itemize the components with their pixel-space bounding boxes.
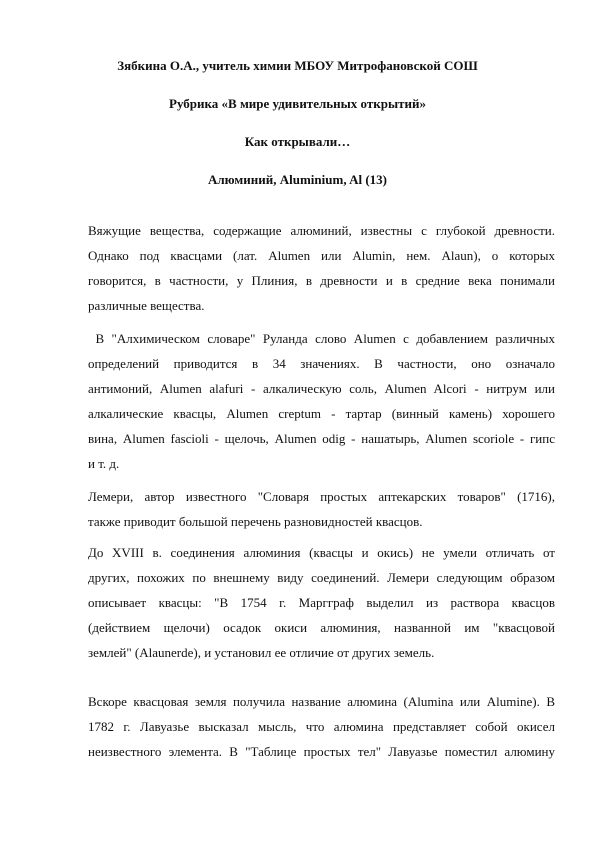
- text-line: алкалические квасцы, Alumen creptum - тартар (винный камень) хорошего: [88, 406, 555, 421]
- text-line: и т. д.: [88, 456, 120, 471]
- author-line: Зябкина О.А., учитель химии МБОУ Митрофановской СОШ: [117, 58, 478, 73]
- element-title: Алюминий, Aluminium, Al (13): [207, 172, 388, 187]
- rubric-title: Рубрика «В мире удивительных открытий»: [169, 96, 426, 111]
- text-line: землей" (Alaunerde), и установил ее отличие от других земель.: [88, 645, 435, 660]
- text-line: определений приводится в 34 значениях. В частности, оно означало: [88, 356, 555, 371]
- text-line: других, похожих по внешнему виду соединений. Лемери следующим образом: [88, 570, 555, 585]
- paragraph-xviii-century: [88, 540, 555, 665]
- text-line: вина, Alumen fascioli - щелочь, Alumen odig - нашатырь, Alumen scoriole - гипс: [88, 431, 555, 446]
- text-line: антимоний, Alumen alafuri - алкалическую соль, Alumen Alcori - нитрум или: [88, 381, 555, 396]
- text-line: Однако под квасцами (лат. Alumen или Alumin, нем. Alaun), о которых: [88, 248, 555, 263]
- text-line: Вяжущие вещества, содержащие алюминий, известны с глубокой древности.: [88, 223, 555, 238]
- text-line: Лемери, автор известного "Словаря простых аптекарских товаров" (1716),: [88, 489, 555, 504]
- text-line: 1782 г. Лавуазье высказал мысль, что алюмина представляет собой окисел: [88, 719, 555, 734]
- paragraph-alchemical-dictionary: [88, 326, 555, 476]
- paragraph-intro: [88, 218, 555, 318]
- text-line: говорится, в частности, у Плиния, в древности и в средние века понимали: [88, 273, 555, 288]
- text-line: Вскоре квасцовая земля получила название алюмина (Alumina или Alumine). В: [88, 694, 555, 709]
- paragraph-lemery: [88, 484, 555, 534]
- article-subtitle: Как открывали…: [244, 134, 351, 149]
- text-line: неизвестного элемента. В "Таблице простых тел" Лавуазье поместил алюмину: [88, 744, 555, 759]
- paragraph-alumina: [88, 689, 555, 764]
- text-line: До XVIII в. соединения алюминия (квасцы и окись) не умели отличать от: [88, 545, 555, 560]
- text-line: В "Алхимическом словаре" Руланда слово Alumen с добавлением различных: [88, 331, 555, 346]
- text-line: различные вещества.: [88, 298, 205, 313]
- text-line: также приводит большой перечень разновидностей квасцов.: [88, 514, 423, 529]
- text-line: описывает квасцы: "В 1754 г. Маргграф выделил из раствора квасцов: [88, 595, 555, 610]
- text-line: (действием щелочи) осадок окиси алюминия, названной им "квасцовой: [88, 620, 555, 635]
